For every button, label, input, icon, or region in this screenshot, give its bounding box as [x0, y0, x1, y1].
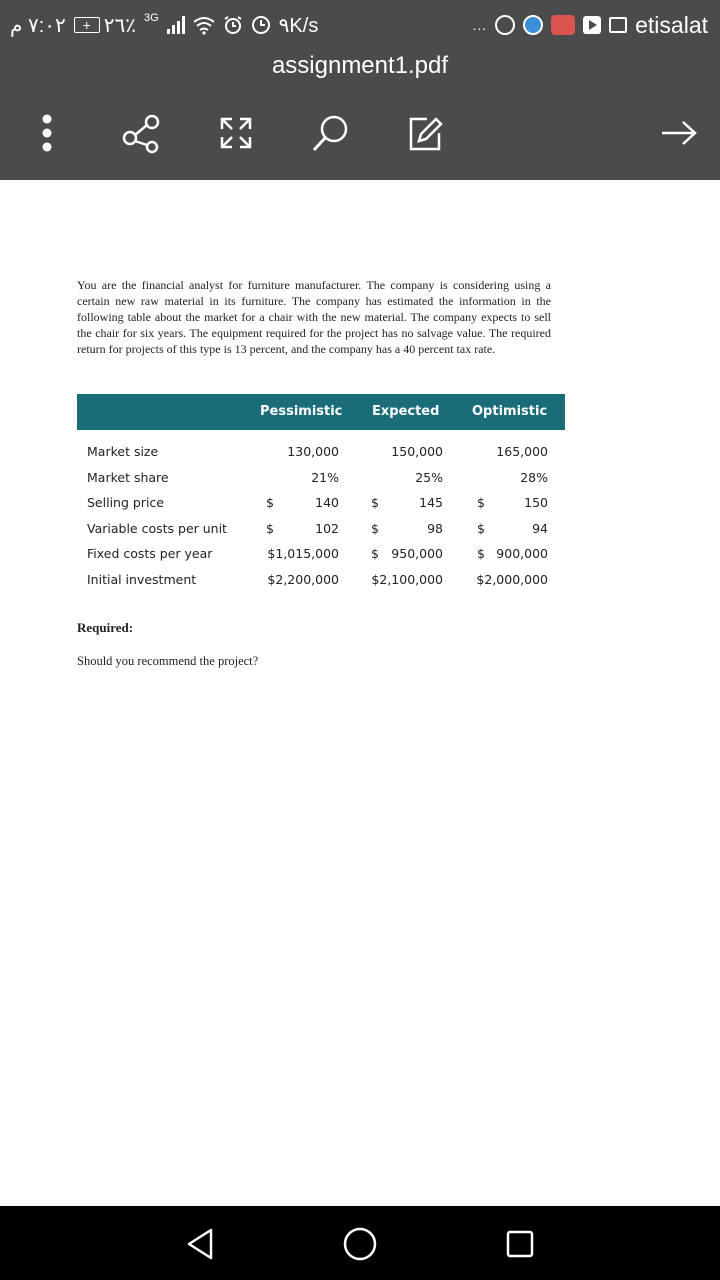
row-label: Fixed costs per year	[87, 546, 213, 561]
recents-button[interactable]	[492, 1216, 548, 1272]
status-bar	[0, 0, 720, 50]
row-label: Market share	[87, 469, 169, 485]
network-type: 3G	[143, 12, 159, 24]
cell-value: 102	[315, 520, 339, 536]
currency-symbol: $	[477, 546, 485, 561]
search-icon	[310, 112, 352, 154]
edit-icon	[405, 113, 445, 153]
home-icon	[342, 1226, 378, 1262]
battery-indicator	[74, 13, 136, 38]
status-right-group	[472, 10, 708, 40]
forward-button[interactable]	[654, 108, 704, 158]
cell-value: 150,000	[391, 444, 443, 459]
row-label: Initial investment	[87, 571, 197, 587]
cell-value: 145	[419, 495, 443, 510]
navigation-bar	[0, 1206, 720, 1280]
currency-symbol: $	[266, 495, 274, 510]
status-time: ٧:٠٢ م	[10, 14, 66, 37]
more-vert-icon	[41, 113, 53, 153]
alarm-icon	[223, 15, 243, 35]
cell-value: 150	[524, 495, 548, 510]
cell-value: 94	[532, 520, 548, 536]
notification-app-icon	[523, 15, 543, 35]
table-row	[77, 544, 565, 570]
recents-icon	[504, 1228, 536, 1260]
market-table	[77, 442, 565, 595]
notification-red-app-icon	[551, 15, 575, 35]
wifi-icon	[193, 15, 215, 35]
back-button[interactable]	[172, 1216, 228, 1272]
row-label: Variable costs per unit	[87, 520, 227, 536]
cell-value: 21%	[311, 469, 339, 485]
back-icon	[184, 1227, 216, 1261]
edit-button[interactable]	[400, 108, 450, 158]
column-optimistic: Optimistic	[472, 404, 548, 419]
column-pessimistic: Pessimistic	[260, 404, 343, 419]
required-heading: Required:	[77, 620, 134, 635]
cell-value: $2,100,000	[371, 571, 443, 587]
table-row	[77, 570, 565, 596]
cell-value: $2,000,000	[476, 571, 548, 587]
column-expected: Expected	[372, 404, 440, 419]
network-speed: ٩K/s	[278, 14, 319, 37]
battery-level: ٢٦٪	[103, 14, 136, 37]
share-button[interactable]	[117, 108, 167, 158]
cell-value: 900,000	[496, 546, 548, 561]
row-label: Market size	[87, 444, 159, 459]
table-header	[77, 394, 565, 430]
problem-paragraph: You are the financial analyst for furniture manufacturer. The company is considering using a certain new raw material in its furniture. The company has estimated the information in the following table about the market for a chair with the new material. The company expects to sell the chair for six years. The equipment required for the project has no salvage value. The required return for projects of this type is 13 percent, and the company has a 40 percent tax rate.	[77, 278, 551, 356]
cell-value: $1,015,000	[267, 546, 339, 561]
fullscreen-icon	[218, 115, 254, 151]
pdf-page[interactable]	[0, 180, 720, 1206]
more-vert-button[interactable]	[22, 108, 72, 158]
cell-value: 165,000	[496, 444, 548, 459]
table-row	[77, 493, 565, 519]
table-row	[77, 442, 565, 468]
share-icon	[121, 112, 163, 154]
screen-icon	[609, 17, 627, 33]
page-title: assignment1.pdf	[271, 52, 449, 79]
currency-symbol: $	[477, 520, 485, 536]
currency-symbol: $	[371, 520, 379, 536]
carrier-name: etisalat	[635, 11, 708, 38]
app-header	[0, 0, 720, 180]
youtube-icon	[583, 16, 601, 34]
cell-value: 98	[427, 520, 443, 536]
notification-circle-icon	[495, 15, 515, 35]
currency-symbol: $	[477, 495, 485, 510]
table-row	[77, 519, 565, 545]
cell-value: 25%	[415, 469, 443, 485]
currency-symbol: $	[266, 520, 274, 536]
row-label: Selling price	[87, 495, 164, 510]
search-button[interactable]	[306, 108, 356, 158]
fullscreen-button[interactable]	[211, 108, 261, 158]
cell-value: 140	[315, 495, 339, 510]
currency-symbol: $	[371, 495, 379, 510]
timer-icon	[251, 15, 271, 35]
signal-icon	[167, 16, 185, 34]
pdf-toolbar	[0, 100, 720, 164]
battery-icon: +	[74, 17, 100, 33]
more-notifications: ...	[472, 17, 488, 33]
forward-icon	[659, 118, 699, 148]
table-row	[77, 468, 565, 494]
question-text: Should you recommend the project?	[77, 654, 259, 668]
cell-value: 28%	[520, 469, 548, 485]
cell-value: 950,000	[391, 546, 443, 561]
cell-value: 130,000	[287, 444, 339, 459]
currency-symbol: $	[371, 546, 379, 561]
cell-value: $2,200,000	[267, 571, 339, 587]
status-left-group	[10, 12, 318, 38]
home-button[interactable]	[332, 1216, 388, 1272]
